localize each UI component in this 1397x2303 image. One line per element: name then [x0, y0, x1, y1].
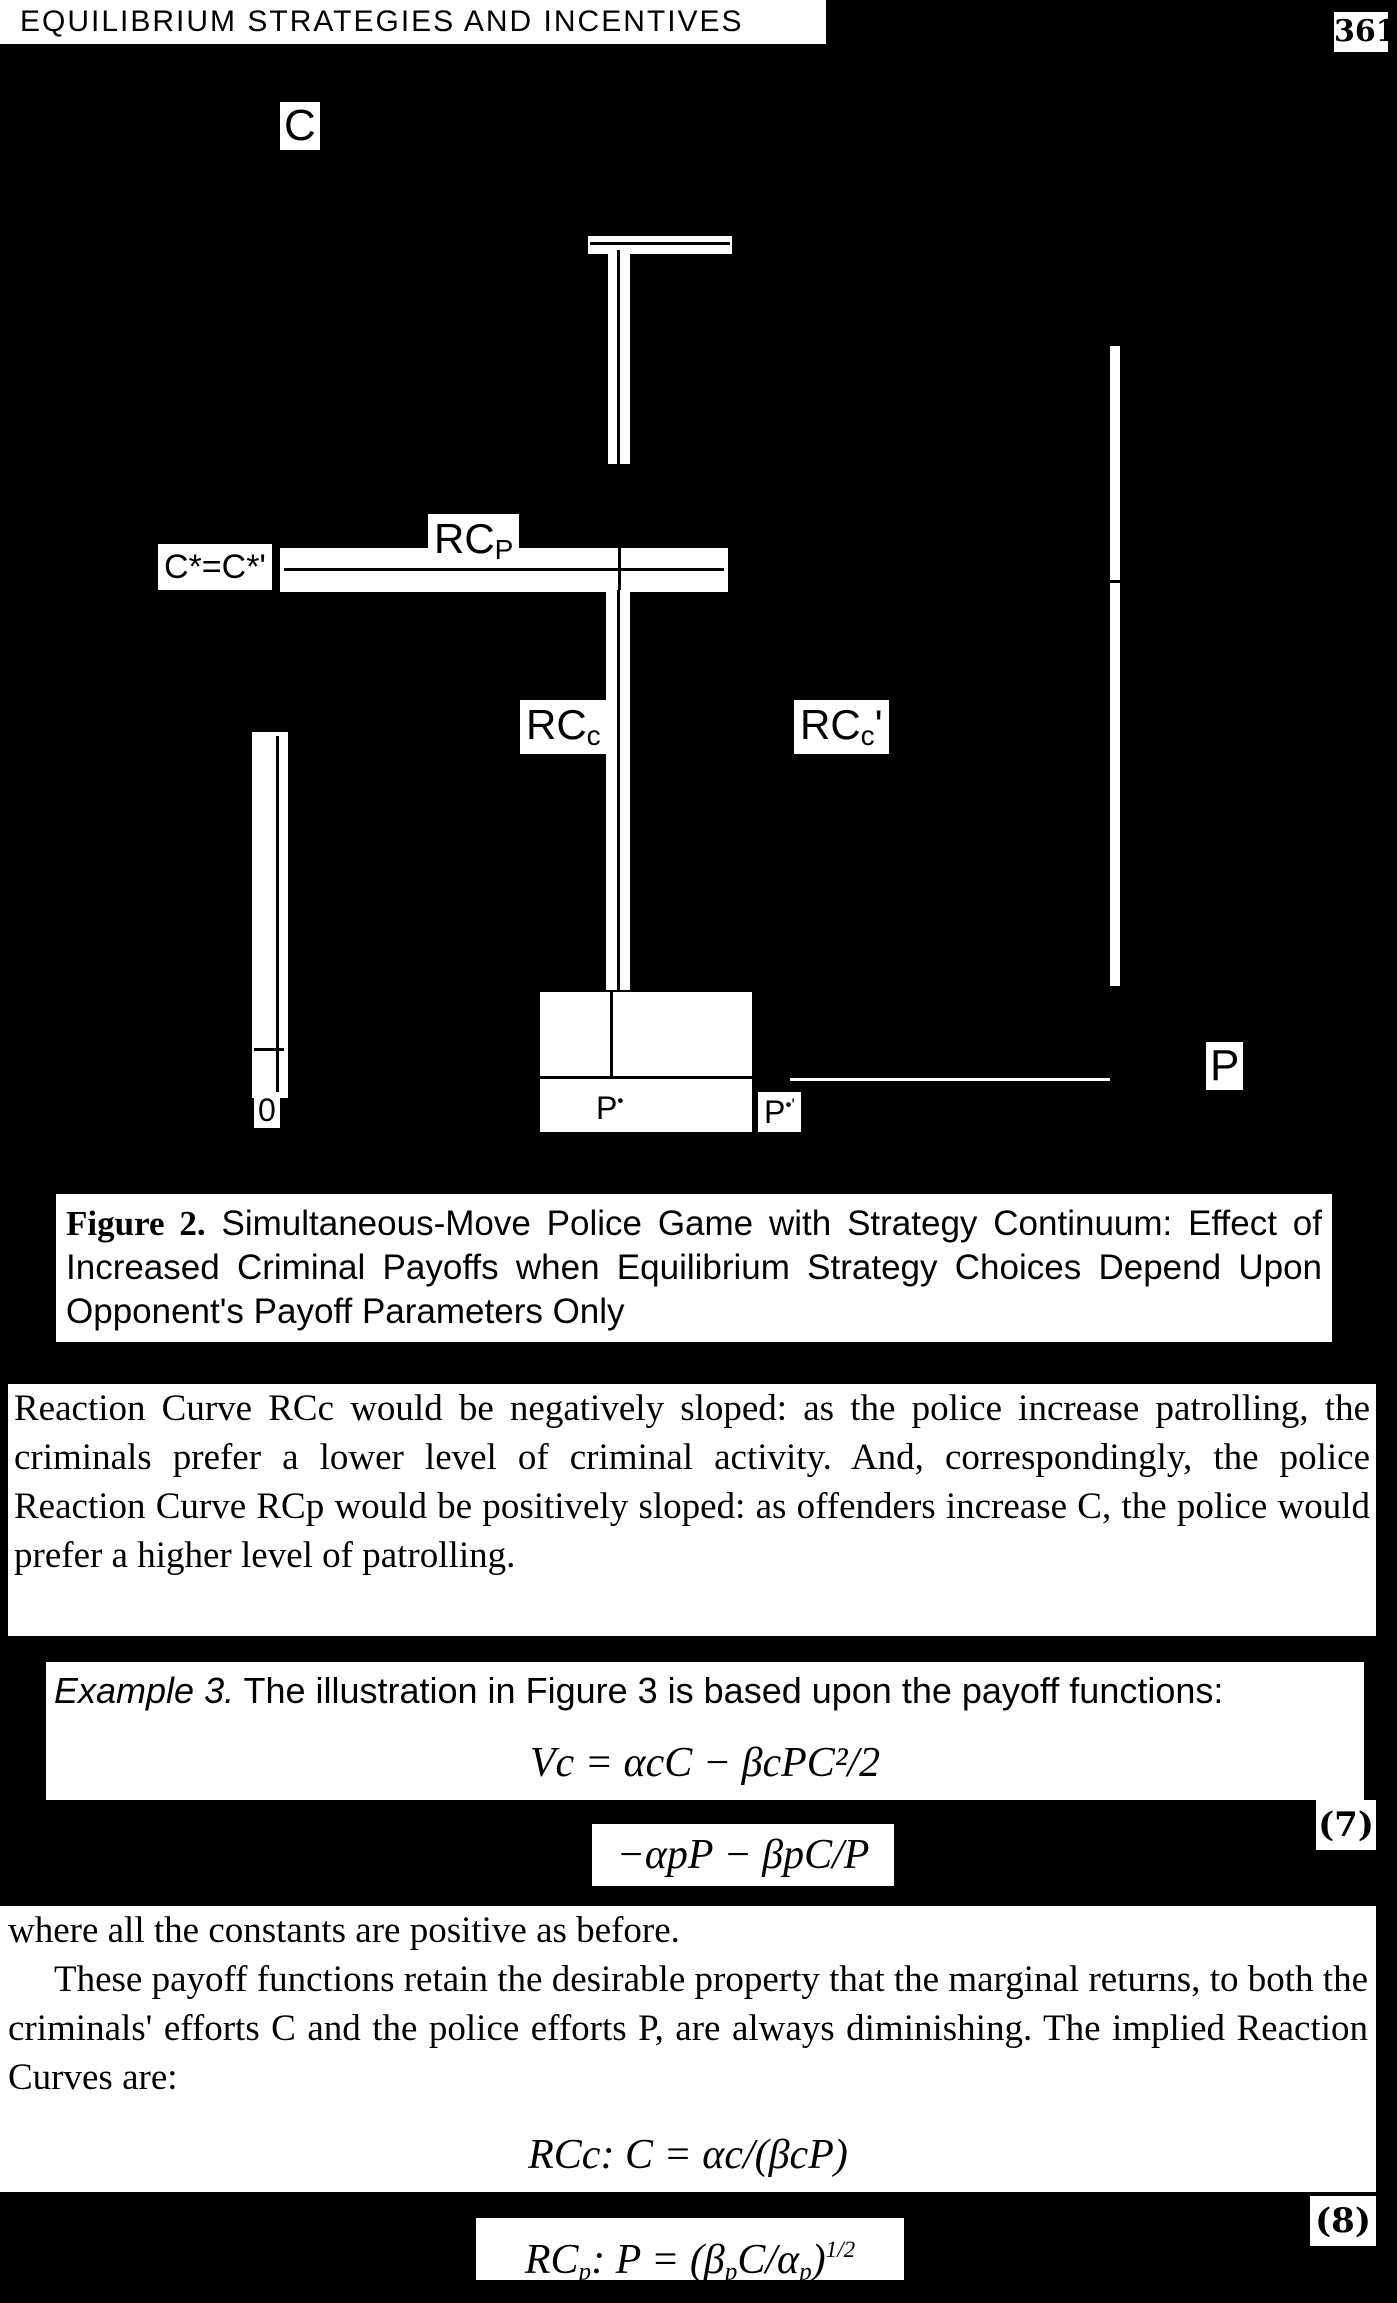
p-star-prime-label: P•' — [758, 1092, 801, 1132]
axis-y-label: C — [280, 102, 320, 150]
para2-first-line: where all the constants are positive as before. — [8, 1910, 680, 1951]
x-axis — [790, 1078, 1110, 1081]
example-3 — [46, 1662, 1364, 1800]
rc-p-label: RCP — [428, 514, 519, 568]
axis-x-label: P — [1206, 1042, 1243, 1090]
equation-8-line2: $RC_p$: $P = (\beta_pC/\alpha_p)^{1/2}$ — [476, 2218, 904, 2280]
rc-c-prime-label: RCc' — [794, 700, 889, 754]
y-axis — [252, 732, 288, 1098]
paragraph-payoff-functions — [0, 1906, 1376, 2192]
equilibrium-box — [540, 992, 752, 1132]
equation-8-line1: RCc: C = αc/(βcP) — [528, 2132, 848, 2178]
equation-8-number: (8) — [1310, 2196, 1376, 2246]
running-title: EQUILIBRIUM STRATEGIES AND INCENTIVES — [0, 0, 826, 44]
page-number: 361 — [1334, 12, 1388, 52]
example-label: Example 3. — [54, 1670, 235, 1711]
p-star-label: P• — [596, 1090, 624, 1126]
equation-7-line1: Vc = αcC − βcPC²/2 — [529, 1740, 881, 1786]
equation-7-number: (7) — [1316, 1800, 1376, 1850]
c-star-label: C*=C*' — [158, 544, 272, 590]
paragraph-reaction-curves: Reaction Curve RCc would be negatively sloped: as the police increase patrolling, the criminals prefer a lower level of criminal activity. And, correspondingly, the police Reaction Curve RCp would be positively sloped: as offenders increase C, the police would prefer a higher level of patrolling. — [8, 1384, 1376, 1636]
rc-c-label: RCc — [520, 700, 607, 754]
rc-c-prime-curve — [1110, 346, 1120, 986]
example-text: The illustration in Figure 3 is based upon the payoff functions: — [243, 1670, 1224, 1711]
para2-body: These payoff functions retain the desirable property that the marginal returns, to both the criminals' efforts C and the police efforts P, are always diminishing. The implied Reaction Curves are: — [8, 1959, 1368, 2098]
caption-label: Figure 2. — [66, 1204, 206, 1243]
origin-label: 0 — [254, 1092, 280, 1128]
equation-7-line2: −αpP − βpC/P — [592, 1824, 894, 1886]
caption-text: Simultaneous-Move Police Game with Strategy Continuum: Effect of Increased Criminal Payoffs when Equilibrium Strategy Choices Depend Upon Opponent's Payoff Parameters Only — [66, 1204, 1322, 1331]
figure-caption — [56, 1194, 1332, 1342]
